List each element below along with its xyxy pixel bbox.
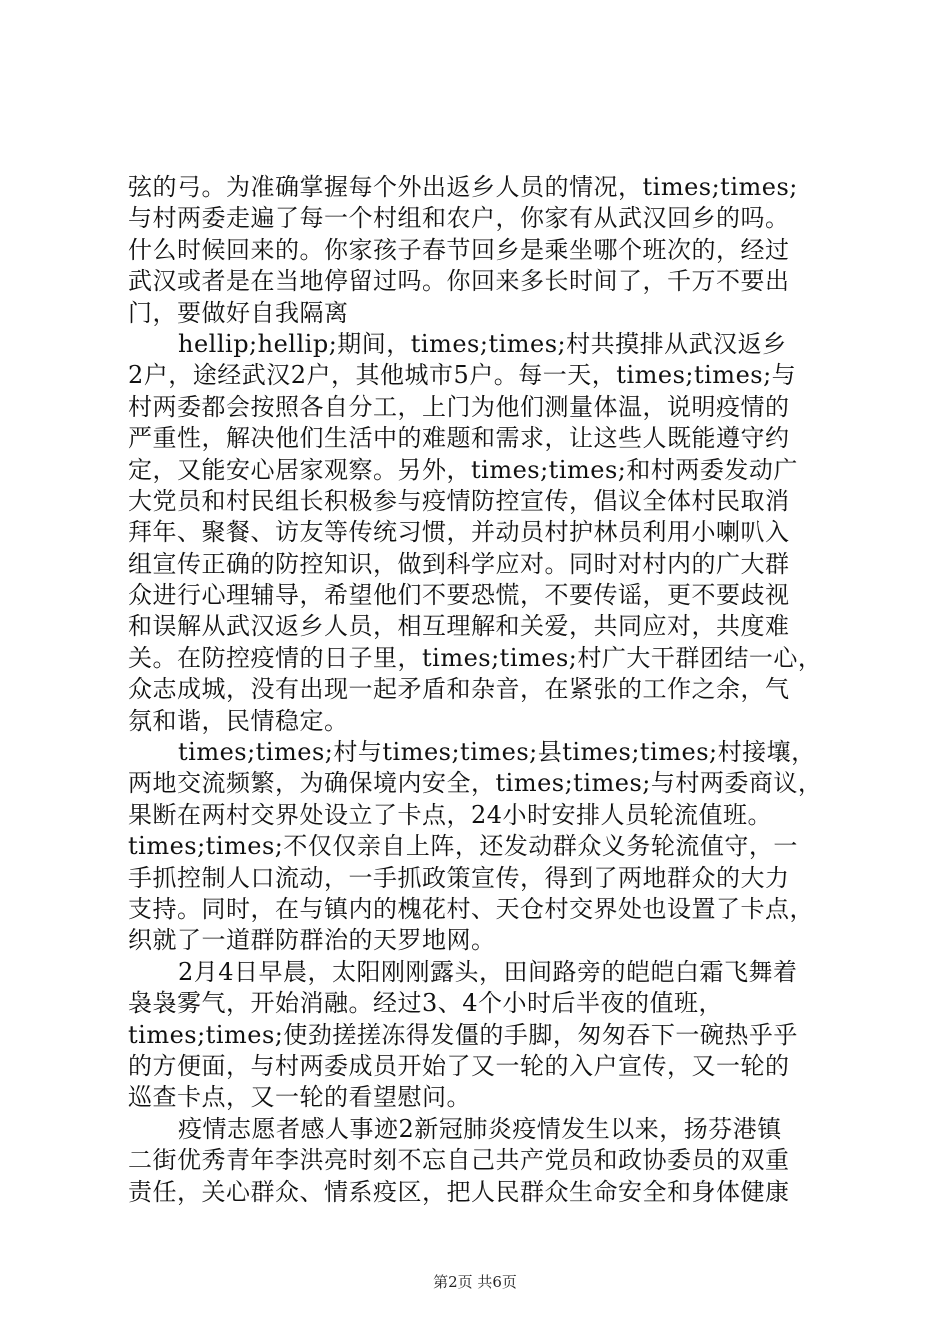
- document-body: [128, 172, 834, 1208]
- text-line: 的方便面，与村两委成员开始了又一轮的入户宣传，又一轮的: [128, 1051, 790, 1080]
- text-line: 与村两委走遍了每一个村组和农户，你家有从武汉回乡的吗。: [128, 204, 790, 233]
- text-line: times;times;使劲搓搓冻得发僵的手脚，匆匆吞下一碗热乎乎: [128, 1020, 798, 1049]
- text-line: 袅袅雾气，开始消融。经过3、4个小时后半夜的值班，: [128, 989, 724, 1018]
- text-line: 和误解从武汉返乡人员，相互理解和关爱，共同应对，共度难: [128, 612, 790, 641]
- text-line: 疫情志愿者感人事迹2新冠肺炎疫情发生以来，扬芬港镇: [178, 1114, 782, 1143]
- text-line: 巡查卡点，又一轮的看望慰问。: [128, 1083, 471, 1112]
- text-line: 众志成城，没有出现一起矛盾和杂音，在紧张的工作之余，气: [128, 675, 790, 704]
- text-line: 关。在防控疫情的日子里，times;times;村广大干群团结一心，: [128, 643, 823, 672]
- text-line: 手抓控制人口流动，一手抓政策宣传，得到了两地群众的大力: [128, 863, 790, 892]
- text-line: 组宣传正确的防控知识，做到科学应对。同时对村内的广大群: [128, 549, 790, 578]
- text-line: 2户，途经武汉2户，其他城市5户。每一天，times;times;与: [128, 361, 797, 390]
- text-line: 拜年、聚餐、访友等传统习惯，并动员村护林员利用小喇叭入: [128, 518, 790, 547]
- text-line: 严重性，解决他们生活中的难题和需求，让这些人既能遵守约: [128, 424, 790, 453]
- text-line: 氛和谐，民情稳定。: [128, 706, 349, 735]
- text-line: 村两委都会按照各自分工，上门为他们测量体温，说明疫情的: [128, 392, 790, 421]
- text-line: 支持。同时，在与镇内的槐花村、天仓村交界处也设置了卡点，: [128, 894, 814, 923]
- text-line: hellip;hellip;期间，times;times;村共摸排从武汉返乡: [178, 329, 787, 358]
- text-line: 果断在两村交界处设立了卡点，24小时安排人员轮流值班。: [128, 800, 773, 829]
- text-line: 责任，关心群众、情系疫区，把人民群众生命安全和身体健康: [128, 1177, 790, 1206]
- text-line: 门，要做好自我隔离: [128, 298, 349, 327]
- text-line: 武汉或者是在当地停留过吗。你回来多长时间了，千万不要出: [128, 267, 790, 296]
- text-line: 两地交流频繁，为确保境内安全，times;times;与村两委商议，: [128, 769, 823, 798]
- text-line: 二街优秀青年李洪亮时刻不忘自己共产党员和政协委员的双重: [128, 1146, 790, 1175]
- text-line: 定，又能安心居家观察。另外，times;times;和村两委发动广: [128, 455, 798, 484]
- text-line: 织就了一道群防群治的天罗地网。: [128, 926, 496, 955]
- text-line: 什么时候回来的。你家孩子春节回乡是乘坐哪个班次的，经过: [128, 235, 790, 264]
- page-footer: 第2页 共6页: [433, 1273, 517, 1291]
- text-line: 大党员和村民组长积极参与疫情防控宣传，倡议全体村民取消: [128, 486, 790, 515]
- text-line: times;times;不仅仅亲自上阵，还发动群众义务轮流值守，一: [128, 832, 798, 861]
- text-line: times;times;村与times;times;县times;times;村接壤，: [178, 738, 816, 767]
- text-line: 弦的弓。为准确掌握每个外出返乡人员的情况，times;times;: [128, 173, 798, 201]
- text-line: 众进行心理辅导，希望他们不要恐慌，不要传谣，更不要歧视: [128, 581, 790, 610]
- text-line: 2月4日早晨，太阳刚刚露头，田间路旁的皑皑白霜飞舞着: [178, 957, 798, 986]
